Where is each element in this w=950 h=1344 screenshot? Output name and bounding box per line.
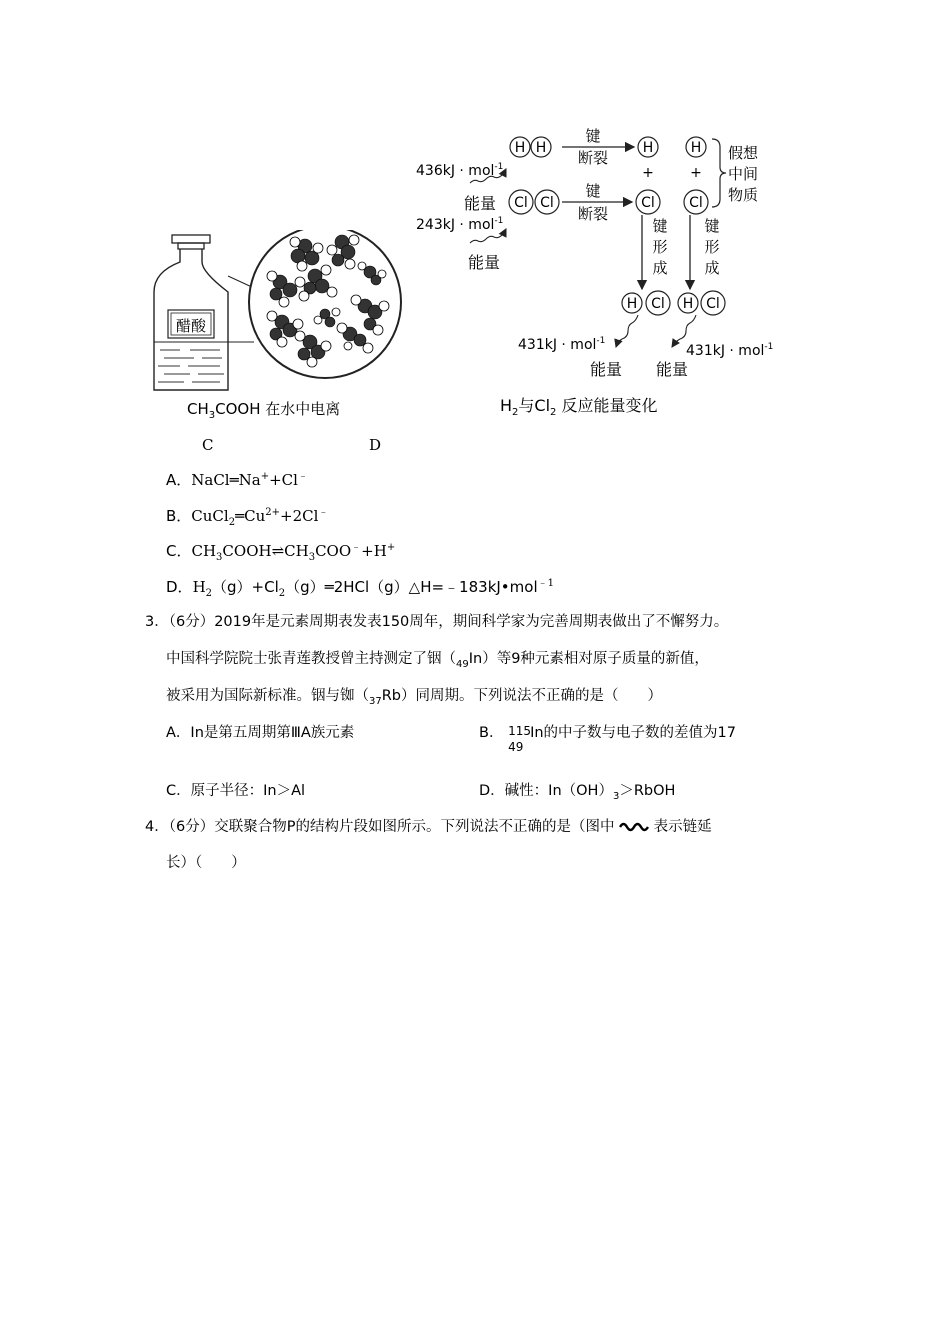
bond-form-label: 形: [652, 238, 668, 256]
q3-option-d: D．碱性：$In(OH)_3>RbOH$: [479, 783, 676, 802]
bond-form-label: 成: [652, 259, 668, 277]
atom-cl: Cl: [540, 195, 554, 211]
bond-form-label: 键: [704, 217, 720, 235]
imaginary-intermediate-label: 假想: [728, 144, 759, 162]
plus-sign: +: [642, 165, 654, 181]
exp: -1: [764, 342, 774, 352]
energy-label: 能量: [464, 194, 497, 213]
q3-option-c: C．原子半径：In＞Al: [166, 783, 306, 799]
isotope-number: 49: [508, 740, 524, 754]
energy-value: 431kJ · mol: [518, 337, 597, 353]
q3-line-3: 被采用为国际新标准。铟与铷$(_{37}Rb)$同周期。下列说法不正确的是（ ）: [166, 688, 663, 707]
energy-value: 436kJ · mol: [416, 163, 495, 179]
wavy-chain-icon: [619, 821, 649, 833]
imaginary-intermediate-label: 中间: [728, 165, 759, 183]
bond-form-label: 形: [704, 238, 720, 256]
figure-d-caption: $H_2$与$Cl_2$ 反应能量变化: [500, 396, 658, 415]
svg-text:431kJ · mol-1: [518, 336, 605, 353]
q2-option-c: C．$CH_3COOH\rightleftharpoons CH_3COO^﹣+H^+$: [166, 542, 396, 563]
atom-cl: Cl: [514, 195, 528, 211]
q3-line-2: 中国科学院院士张青莲教授曾主持测定了铟$(_{49}In)$等9种元素相对原子质量的新值，: [166, 651, 709, 670]
exp: -1: [596, 336, 606, 346]
exp: -1: [494, 162, 504, 172]
bond-break-label: 断裂: [577, 205, 609, 223]
bond-break-label: 断裂: [577, 149, 609, 167]
atom-cl: Cl: [641, 195, 655, 211]
atom-cl: Cl: [706, 296, 720, 312]
imaginary-intermediate-label: 物质: [728, 186, 759, 204]
h2-cl2-energy-diagram: [410, 125, 800, 415]
q2-option-a: A．NaCl═Na++Cl﹣: [166, 471, 308, 489]
atom-h: H: [642, 140, 654, 156]
svg-text:436kJ · mol-1: [416, 162, 503, 179]
caption-c-formula: CH: [187, 400, 209, 418]
atom-h: H: [535, 140, 547, 156]
figure-d: [410, 125, 800, 415]
svg-text:431kJ · mol-1: [686, 342, 773, 359]
q3-option-b: B． 115 49 In的中子数与电子数的差值为17: [479, 724, 736, 754]
bottle-label: 醋酸: [175, 317, 207, 335]
isotope-mass: 115: [508, 724, 531, 738]
atom-h: H: [514, 140, 526, 156]
atom-cl: Cl: [689, 195, 703, 211]
bond-break-label: 键: [585, 182, 601, 200]
plus-sign: +: [690, 165, 702, 181]
label-c: C: [202, 436, 214, 454]
atom-cl: Cl: [651, 296, 665, 312]
caption-c-rest: COOH 在水中电离: [215, 400, 341, 418]
q4-line-2: 长）（ ）: [166, 855, 246, 871]
caption-c-sub: 3: [208, 410, 216, 421]
bond-form-label: 键: [652, 217, 668, 235]
figure-c-caption: [187, 398, 340, 419]
q3-option-a: A．In是第五周期第ⅢA族元素: [166, 725, 355, 741]
q2-option-b: B．$CuCl_2═Cu^{2+}+2Cl^﹣$: [166, 507, 329, 528]
energy-value: 243kJ · mol: [416, 217, 495, 233]
energy-label: 能量: [468, 253, 501, 272]
atom-h: H: [626, 296, 638, 312]
energy-label: 能量: [590, 360, 623, 379]
atom-h: H: [690, 140, 702, 156]
bond-form-label: 成: [704, 259, 720, 277]
q2-option-d: D．$H_2(g)+Cl_2(g)═2HCl(g)\triangle H=﹣183kJ•mol^{﹣1}$: [166, 578, 554, 599]
exp: -1: [494, 216, 504, 226]
energy-value: 431kJ · mol: [686, 343, 765, 359]
label-d: D: [369, 436, 382, 454]
svg-text:243kJ · mol-1: [416, 216, 503, 233]
q4-line-1: 4．（6分）交联聚合物P的结构片段如图所示。下列说法不正确的是（图中 表示链延: [145, 819, 712, 835]
energy-label: 能量: [656, 360, 689, 379]
q3-line-1: 3．（6分）2019年是元素周期表发表150周年，期间科学家为完善周期表做出了不懈努力。: [145, 614, 729, 630]
bond-break-label: 键: [585, 127, 601, 145]
atom-h: H: [682, 296, 694, 312]
